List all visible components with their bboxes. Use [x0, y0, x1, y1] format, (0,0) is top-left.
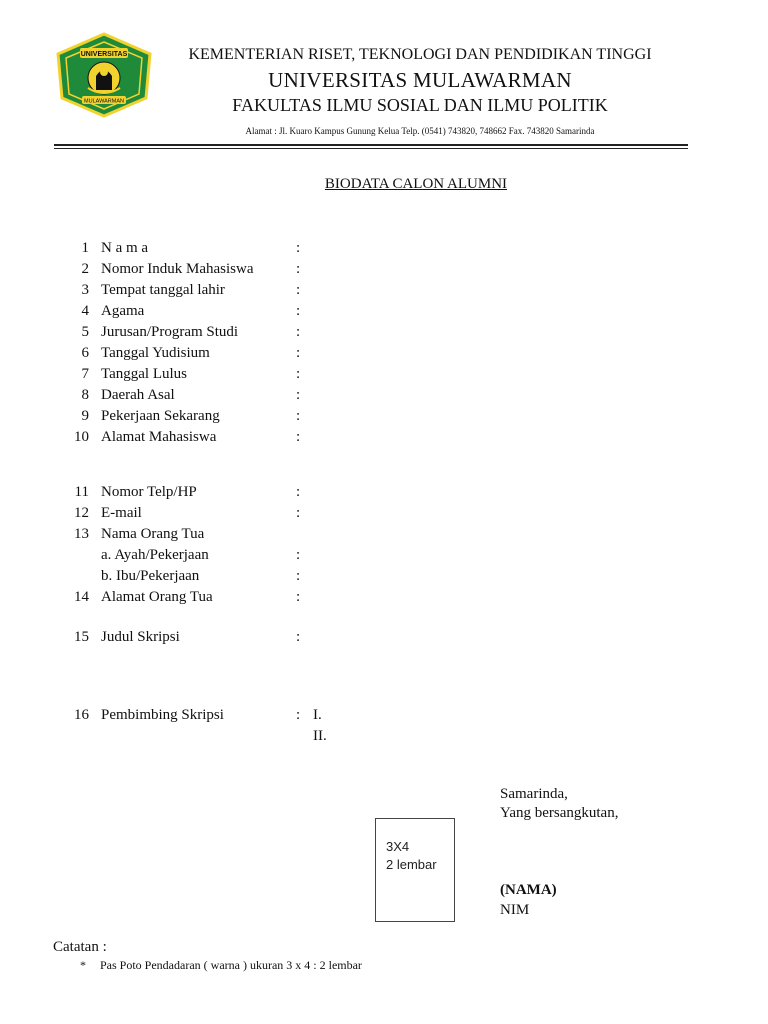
- field-number: 2: [81, 261, 89, 277]
- form-row: [0, 566, 768, 586]
- form-row: [0, 406, 768, 426]
- field-colon: :: [296, 261, 301, 277]
- field-label: Nama Orang Tua: [101, 526, 205, 542]
- form-row: [0, 301, 768, 321]
- photo-placeholder: [375, 818, 455, 922]
- field-number: 16: [74, 707, 89, 723]
- photo-size-label: 3X4: [386, 839, 410, 854]
- field-number: 10: [74, 429, 89, 445]
- form-row: [0, 343, 768, 363]
- form-row: [0, 385, 768, 405]
- field-label: Tanggal Yudisium: [101, 345, 210, 361]
- field-label: Agama: [101, 303, 145, 319]
- field-number: 9: [81, 408, 89, 424]
- photo-count-label: 2 lembar: [386, 857, 437, 872]
- field-number: 5: [81, 324, 89, 340]
- header-divider-thin: [54, 148, 688, 149]
- field-label: N a m a: [101, 240, 149, 256]
- field-colon: :: [296, 282, 301, 298]
- field-label: Nomor Induk Mahasiswa: [101, 261, 254, 277]
- logo-text-top: UNIVERSITAS: [80, 51, 128, 58]
- signature-signer: Yang bersangkutan,: [500, 805, 619, 821]
- form-row: [0, 364, 768, 384]
- signature-name: (NAMA): [500, 882, 557, 898]
- field-label: Judul Skripsi: [101, 629, 180, 645]
- field-colon: :: [296, 429, 301, 445]
- field-number: 11: [74, 484, 89, 500]
- notes-bullet: *: [80, 958, 86, 972]
- field-label: Tempat tanggal lahir: [101, 282, 225, 298]
- field-number: 8: [81, 387, 89, 403]
- field-number: 1: [81, 240, 89, 256]
- ministry-name: KEMENTERIAN RISET, TEKNOLOGI DAN PENDIDIKAN TINGGI: [188, 46, 652, 63]
- address-line: Alamat : Jl. Kuaro Kampus Gunung Kelua Telp. (0541) 743820, 748662 Fax. 743820 Samarinda: [245, 126, 595, 136]
- form-row: [0, 587, 768, 607]
- field-number: 7: [81, 366, 89, 382]
- field-label: Jurusan/Program Studi: [101, 324, 239, 340]
- signature-nim: NIM: [500, 902, 530, 918]
- field-label: a. Ayah/Pekerjaan: [101, 547, 209, 563]
- form-row: [0, 322, 768, 342]
- field-label: Alamat Orang Tua: [101, 589, 213, 605]
- signature-city: Samarinda,: [500, 786, 568, 802]
- form-row: [0, 545, 768, 565]
- field-number: 13: [74, 526, 89, 542]
- form-row: [0, 627, 768, 647]
- field-value: II.: [313, 728, 327, 744]
- field-colon: :: [296, 240, 301, 256]
- field-number: 14: [74, 589, 89, 605]
- field-label: Nomor Telp/HP: [101, 484, 197, 500]
- field-colon: :: [296, 505, 301, 521]
- field-colon: :: [296, 629, 301, 645]
- form-row: [0, 524, 768, 544]
- field-colon: :: [296, 387, 301, 403]
- notes-item-text: Pas Poto Pendadaran ( warna ) ukuran 3 x 4 : 2 lembar: [100, 958, 362, 972]
- form-row: [0, 503, 768, 523]
- field-colon: :: [296, 345, 301, 361]
- field-number: 3: [81, 282, 89, 298]
- university-name: UNIVERSITAS MULAWARMAN: [268, 68, 572, 92]
- faculty-name: FAKULTAS ILMU SOSIAL DAN ILMU POLITIK: [232, 95, 608, 115]
- field-number: 4: [81, 303, 89, 319]
- notes-title: Catatan :: [53, 939, 107, 955]
- field-label: Pembimbing Skripsi: [101, 707, 224, 723]
- field-number: 12: [74, 505, 89, 521]
- form-row: [0, 482, 768, 502]
- form-row: [0, 259, 768, 279]
- document-title: BIODATA CALON ALUMNI: [324, 176, 508, 192]
- form-row: [0, 280, 768, 300]
- field-colon: :: [296, 707, 301, 723]
- field-number: 15: [74, 629, 89, 645]
- field-label: Tanggal Lulus: [101, 366, 188, 382]
- field-value: I.: [313, 707, 322, 723]
- form-row: [0, 238, 768, 258]
- logo-text-bottom: MULAWARMAN: [84, 98, 124, 105]
- field-colon: :: [296, 484, 301, 500]
- notes-item: [80, 958, 362, 973]
- form-row: [0, 705, 768, 725]
- header-divider-thick: [54, 144, 688, 146]
- field-colon: :: [296, 408, 301, 424]
- field-label: Pekerjaan Sekarang: [101, 408, 220, 424]
- field-colon: :: [296, 589, 301, 605]
- form-row: [0, 726, 768, 746]
- form-row: [0, 427, 768, 447]
- field-label: Daerah Asal: [101, 387, 175, 403]
- field-colon: :: [296, 547, 301, 563]
- field-label: b. Ibu/Pekerjaan: [101, 568, 200, 584]
- university-seal-icon: [52, 32, 156, 118]
- field-colon: :: [296, 324, 301, 340]
- field-colon: :: [296, 568, 301, 584]
- university-logo: [52, 32, 156, 118]
- field-colon: :: [296, 303, 301, 319]
- field-number: 6: [81, 345, 89, 361]
- field-label: Alamat Mahasiswa: [101, 429, 217, 445]
- field-colon: :: [296, 366, 301, 382]
- field-label: E-mail: [101, 505, 142, 521]
